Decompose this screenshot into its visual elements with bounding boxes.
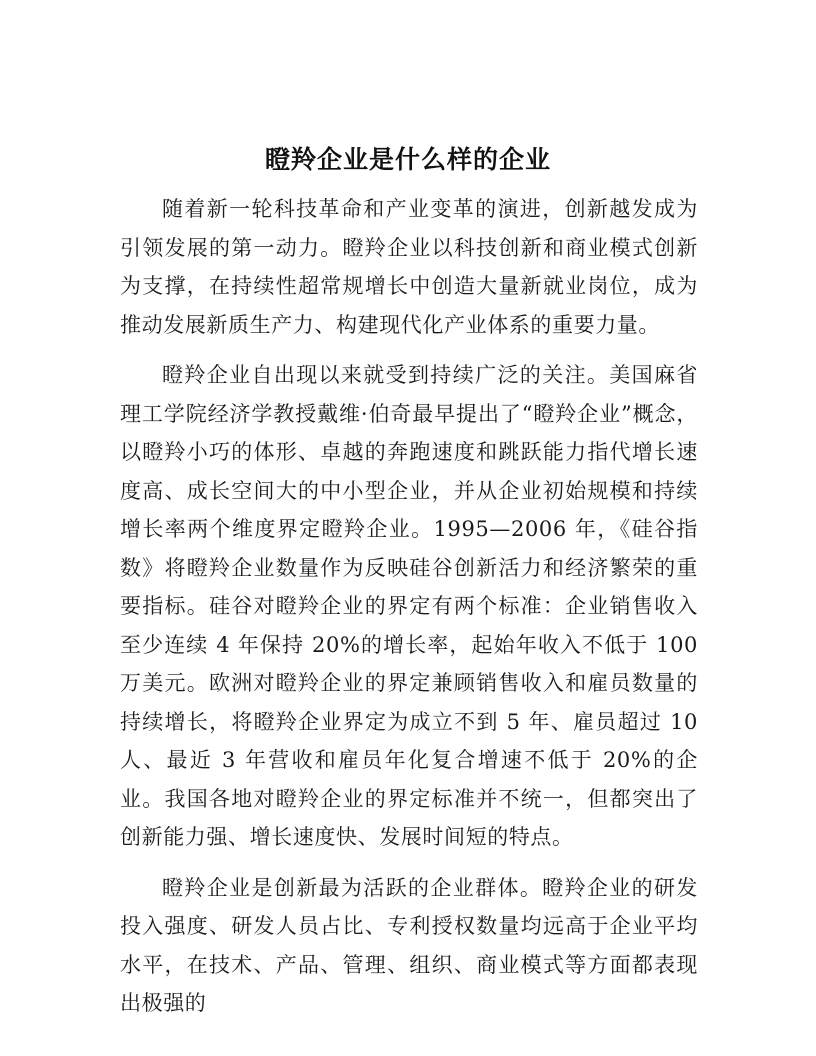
document-title: 瞪羚企业是什么样的企业 <box>264 145 551 174</box>
document-body <box>120 190 698 1035</box>
paragraph-3: 瞪羚企业是创新最为活跃的企业群体。瞪羚企业的研发投入强度、研发人员占比、专利授权数量均远高于企业平均水平，在技术、产品、管理、组织、商业模式等方面都表现出极强的 <box>120 875 698 1015</box>
paragraph-2: 瞪羚企业自出现以来就受到持续广泛的关注。美国麻省理工学院经济学教授戴维·伯奇最早提出了“瞪羚企业”概念，以瞪羚小巧的体形、卓越的奔跑速度和跳跃能力指代增长速度高、成长空间大的中小型企业，并从企业初始规模和持续增长率两个维度界定瞪羚企业。1995—2006 年，《硅谷指数》将瞪羚企业数量作为反映硅谷创新活力和经济繁荣的重要指标。硅谷对瞪羚企业的界定有两个标准：企业销售收入至少连续 4 年保持 20%的增长率，起始年收入不低于 100 万美元。欧洲对瞪羚企业的界定兼顾销售收入和雇员数量的持续增长，将瞪羚企业界定为成立不到 5 年、雇员超过 10 人、最近 3 年营收和雇员年化复合增速不低于 20%的企业。我国各地对瞪羚企业的界定标准并不统一，但都突出了创新能力强、增长速度快、发展时间短的特点。 <box>120 363 698 849</box>
paragraph-1: 随着新一轮科技革命和产业变革的演进，创新越发成为引领发展的第一动力。瞪羚企业以科技创新和商业模式创新为支撑，在持续性超常规增长中创造大量新就业岗位，成为推动发展新质生产力、构建现代化产业体系的重要力量。 <box>120 197 698 337</box>
